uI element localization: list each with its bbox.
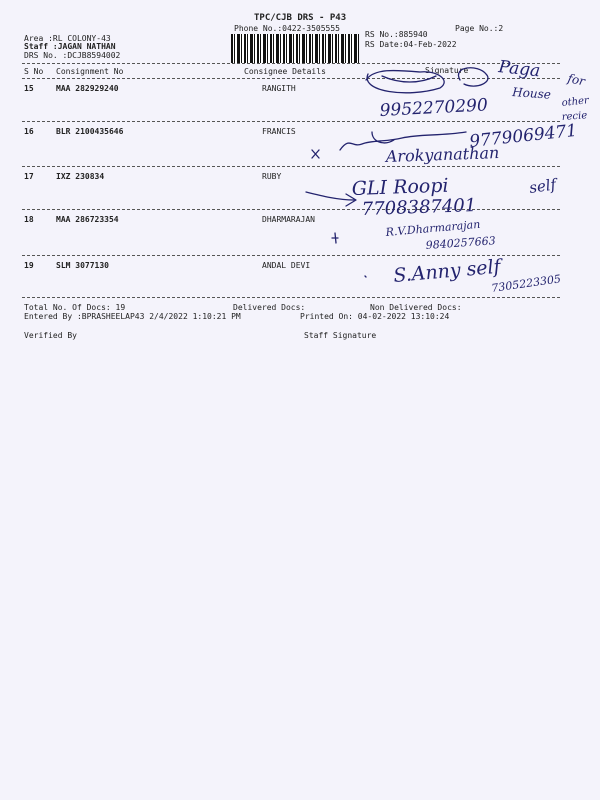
col-sno: S No [24, 67, 44, 76]
verified-by: Verified By [24, 331, 77, 340]
row-consignment: MAA 286723354 [56, 215, 119, 224]
col-consignee: Consignee Details [244, 67, 326, 76]
signature-scribble-16 [312, 132, 466, 158]
hw-r17-name: GLI Roopi [351, 174, 449, 200]
area-label: Area :RL COLONY-43 [24, 34, 111, 43]
row-divider [22, 297, 560, 298]
dot-19 [365, 276, 366, 277]
staff-signature: Staff Signature [304, 331, 377, 340]
hw-r16-phone: 9779069471 [468, 120, 579, 152]
col-consignment: Consignment No [56, 67, 124, 76]
hw-r15-e: other [561, 95, 590, 109]
hw-r19-name: S.Anny self [392, 255, 502, 287]
non-delivered-docs: Non Delivered Docs: [370, 303, 462, 312]
row-sno: 18 [24, 215, 34, 224]
row-consignment: MAA 282929240 [56, 84, 119, 93]
hw-r18-name: R.V.Dharmarajan [385, 217, 481, 239]
delivered-docs: Delivered Docs: [233, 303, 306, 312]
divider [22, 78, 560, 79]
total-docs: Total No. Of Docs: 19 [24, 303, 126, 312]
hw-r19-phone: 7305223305 [490, 272, 562, 295]
row-divider [22, 121, 560, 122]
hw-r18-phone: 9840257663 [425, 234, 497, 252]
hw-r15-b: House [511, 85, 552, 102]
divider [22, 63, 560, 64]
phone-number: Phone No.:0422-3505555 [234, 24, 340, 33]
row-consignment: IXZ 230834 [56, 172, 105, 181]
entered-by: Entered By :BPRASHEELAP43 2/4/2022 1:10:21 PM [24, 312, 241, 321]
arrow-17 [306, 192, 356, 206]
row-consignee: ANDAL DEVI [262, 261, 311, 270]
row-sno: 16 [24, 127, 34, 136]
row-sno: 15 [24, 84, 34, 93]
hw-r15-a: Paga [497, 57, 542, 82]
row-sno: 19 [24, 261, 34, 270]
printed-on: Printed On: 04-02-2022 13:10:24 [300, 312, 450, 321]
row-sno: 17 [24, 172, 34, 181]
row-divider [22, 166, 560, 167]
row-consignee: FRANCIS [262, 127, 296, 136]
col-signature: Signature [425, 66, 469, 75]
hw-r15-d: 9952270290 [379, 95, 489, 121]
barcode [231, 34, 359, 63]
rs-number: RS No.:885940 [365, 30, 428, 39]
row-divider [22, 255, 560, 256]
hw-r15-c: for [566, 71, 587, 89]
hw-r17-self: self [528, 175, 558, 197]
hw-r15-f: recie [561, 110, 588, 123]
row-consignee: RANGITH [262, 84, 296, 93]
row-consignment: SLM 3077130 [56, 261, 109, 270]
hw-r16-name: Arokyanathan [385, 143, 500, 166]
mark-18 [332, 233, 338, 243]
hw-r17-phone: 7708387401 [361, 195, 477, 220]
row-consignee: DHARMARAJAN [262, 215, 315, 224]
drs-number: DRS No. :DCJB8594002 [24, 51, 121, 60]
row-divider [22, 209, 560, 210]
page-number: Page No.:2 [455, 24, 504, 33]
sheet-title: TPC/CJB DRS - P43 [254, 13, 347, 23]
staff-label: Staff :JAGAN NATHAN [24, 42, 116, 51]
row-consignee: RUBY [262, 172, 282, 181]
rs-date: RS Date:04-Feb-2022 [365, 40, 457, 49]
row-consignment: BLR 2100435646 [56, 127, 124, 136]
